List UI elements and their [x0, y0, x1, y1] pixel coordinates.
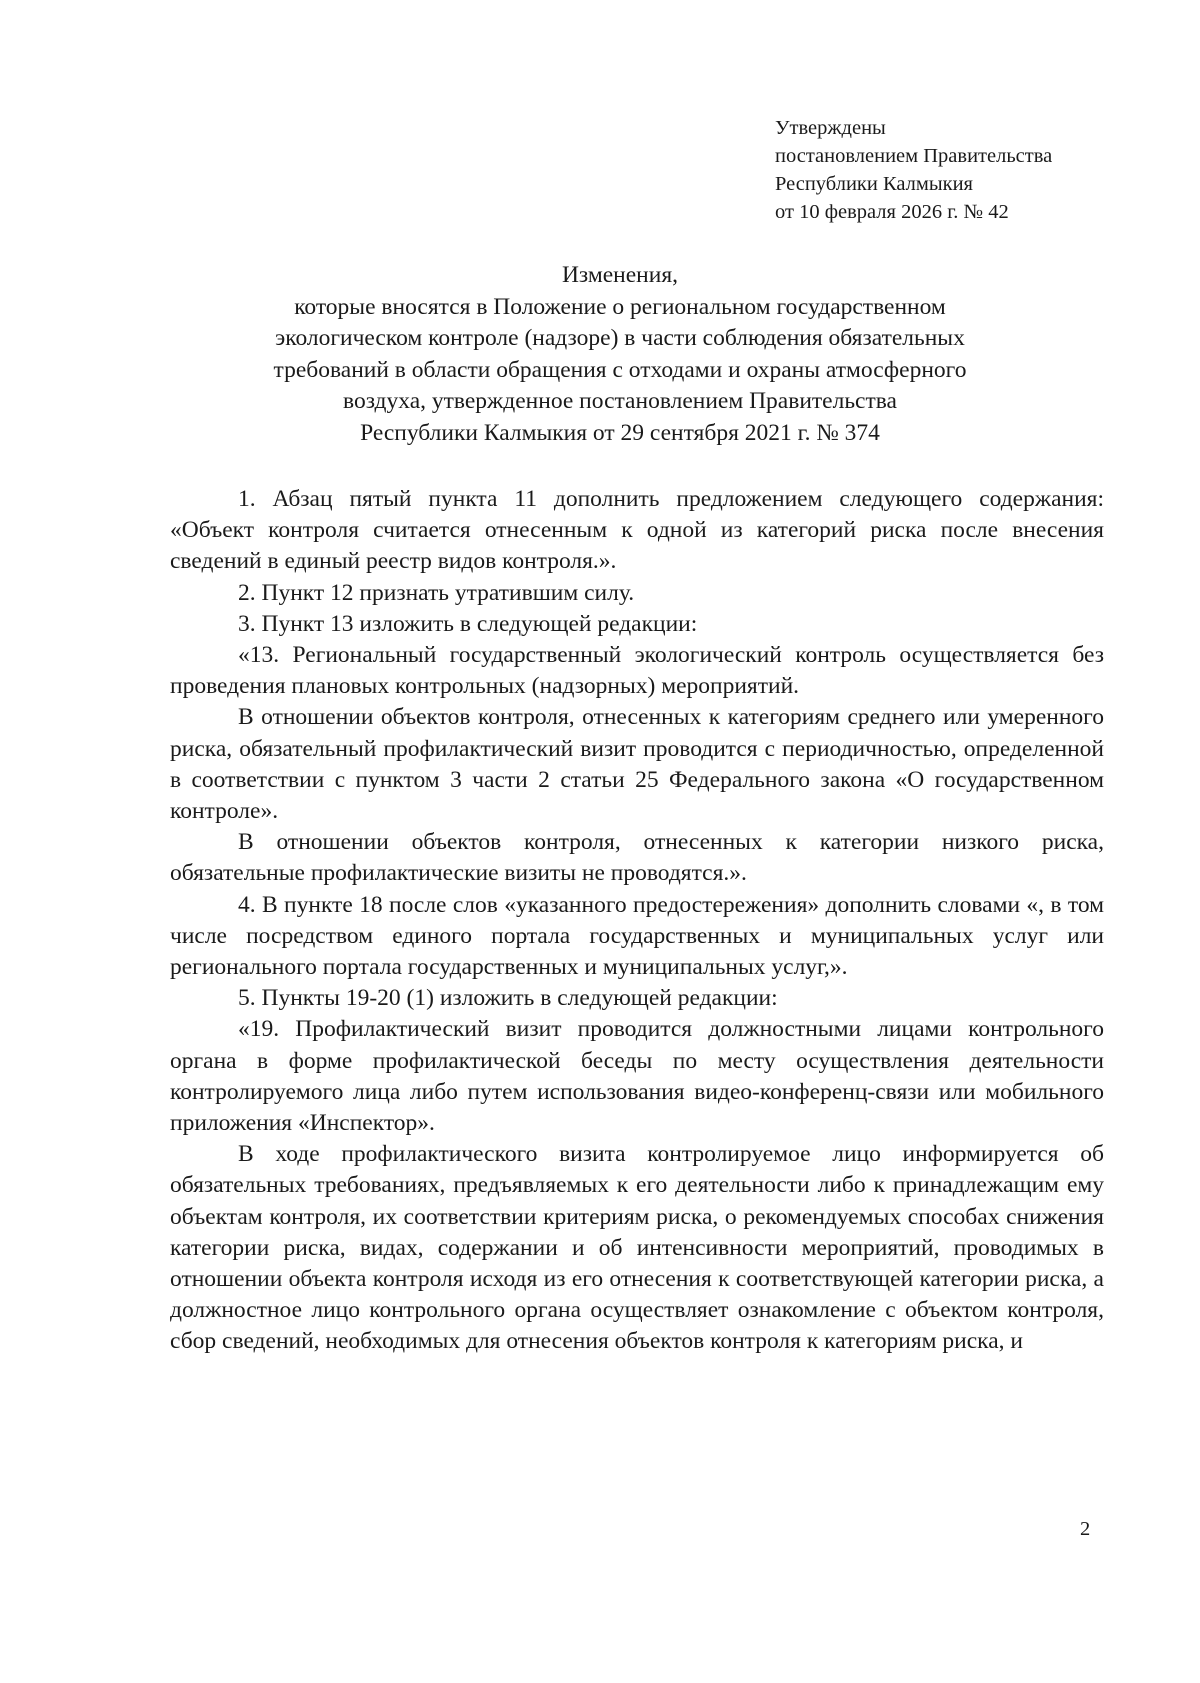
approval-stamp: [775, 114, 1155, 226]
title-heading: Изменения,: [561, 262, 679, 288]
approval-line: постановлением Правительства: [775, 145, 1053, 167]
title-line: которые вносятся в Положение о региональном государственном: [294, 293, 946, 320]
paragraph-3: 3. Пункт 13 изложить в следующей редакции:: [238, 610, 698, 637]
title-line: экологическом контроле (надзоре) в части соблюдения обязательных: [275, 325, 965, 351]
approval-line: от 10 февраля 2026 г. № 42: [775, 201, 1009, 223]
document-title: [170, 260, 1070, 449]
paragraph-2: 2. Пункт 12 признать утратившим силу.: [238, 579, 635, 606]
paragraph-1: 1. Абзац пятый пункта 11 дополнить предложением следующего содержания: «Объект контроля считается отнесенным к одной из категорий риска после внесения сведений в единый реестр видов контроля.».: [170, 486, 1104, 575]
paragraph-19-text: «19. Профилактический визит проводится должностными лицами контрольного органа в форме профилактической беседы по месту осуществления деятельности контролируемого лица либо путем использования видео-конференц-связи или мобильного приложения «Инспектор».: [170, 1016, 1104, 1137]
paragraph-13-text: «13. Региональный государственный экологический контроль осуществляется без проведения плановых контрольных (надзорных) мероприятий.: [170, 642, 1104, 700]
paragraph-19-visit-details: В ходе профилактического визита контролируемое лицо информируется об обязательных требованиях, предъявляемых к его деятельности либо к принадлежащим ему объектам контроля, их соответствии критериям риска, о рекомендуемых способах снижения категории риска, видах, содержании и об интенсивности мероприятий, проводимых в отношении объекта контроля исходя из его отнесения к соответствующей категории риска, а должностное лицо контрольного органа осуществляет ознакомление с объектом контроля, сбор сведений, необходимых для отнесения объектов контроля к категориям риска, и: [170, 1141, 1104, 1355]
title-line: требований в области обращения с отходами и охраны атмосферного: [273, 356, 967, 383]
paragraph-4: 4. В пункте 18 после слов «указанного предостережения» дополнить словами «, в том числе посредством единого портала государственных и муниципальных услуг или регионального портала государственных и муниципальных услуг,».: [170, 891, 1104, 981]
paragraph-13-low-risk: В отношении объектов контроля, отнесенных к категории низкого риска, обязательные профилактические визиты не проводятся.».: [170, 829, 1104, 887]
paragraph-5: 5. Пункты 19-20 (1) изложить в следующей редакции:: [238, 985, 778, 1012]
approval-line: Республики Калмыкия: [775, 173, 973, 195]
paragraph-13-medium-risk: В отношении объектов контроля, отнесенных к категориям среднего или умеренного риска, обязательный профилактический визит проводится с периодичностью, определенной в соответствии с пунктом 3 части 2 статьи 25 Федерального закона «О государственном контроле».: [170, 704, 1104, 825]
page-number: 2: [1080, 1518, 1091, 1540]
approval-line: Утверждены: [775, 117, 886, 139]
title-line: воздуха, утвержденное постановлением Правительства: [343, 388, 897, 414]
document-body: [170, 484, 1104, 1358]
title-line: Республики Калмыкия от 29 сентября 2021 г. № 374: [360, 419, 880, 446]
